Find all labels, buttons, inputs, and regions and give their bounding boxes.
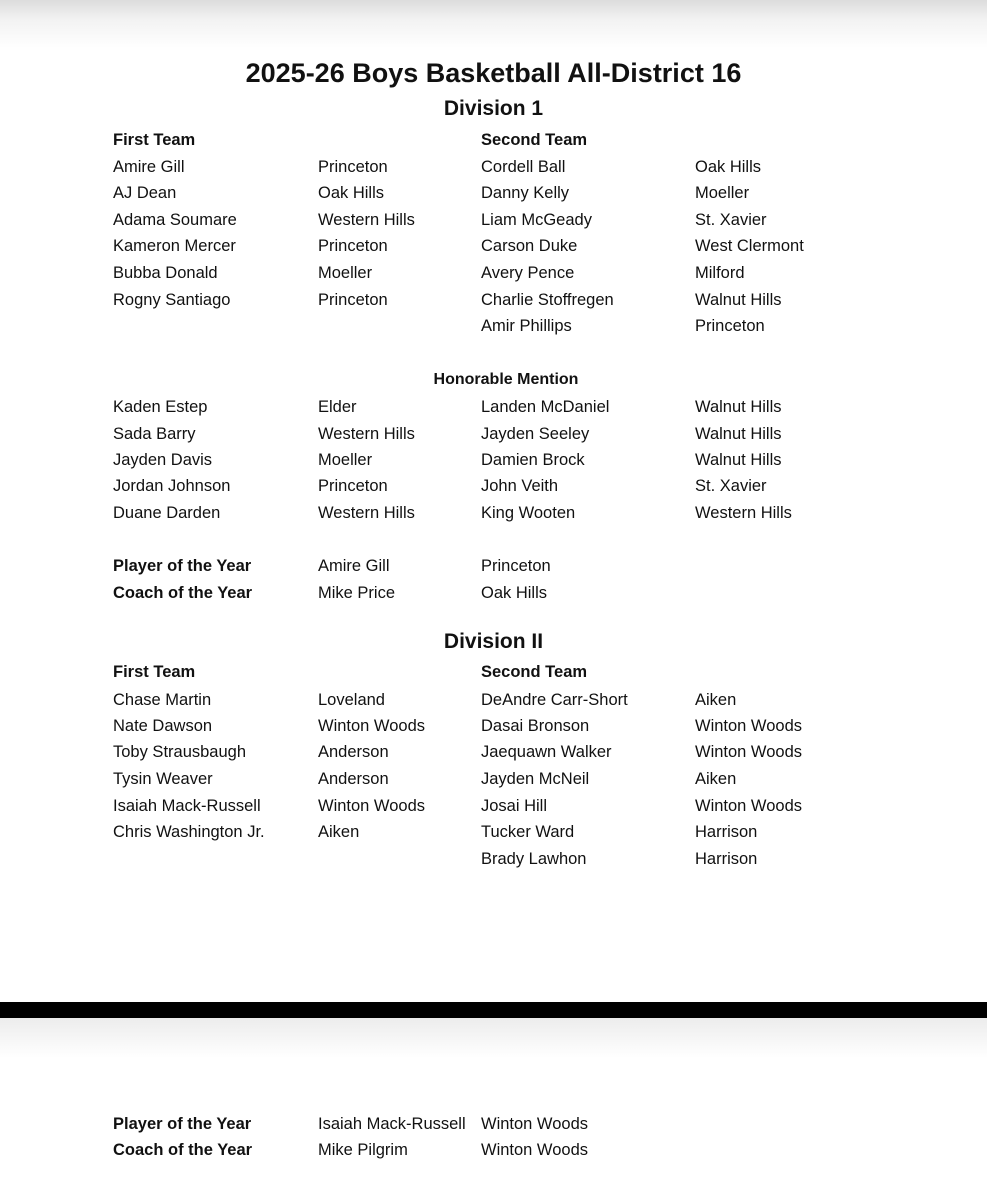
player-school: Winton Woods (318, 717, 425, 735)
player-school: Oak Hills (695, 158, 762, 176)
player-school: Winton Woods (318, 797, 425, 815)
page-top-shadow (0, 0, 987, 48)
div1-second-team-label: Second Team (481, 131, 588, 149)
division-2-heading: Division II (443, 630, 544, 653)
player-school: Walnut Hills (695, 398, 782, 416)
player-name: John Veith (481, 477, 559, 495)
award-label: Player of the Year (113, 1115, 252, 1133)
player-school: Winton Woods (695, 743, 802, 761)
player-school: Western Hills (695, 504, 792, 522)
player-name: Brady Lawhon (481, 850, 587, 868)
award-name: Mike Pilgrim (318, 1141, 408, 1159)
player-school: West Clermont (695, 237, 804, 255)
award-name: Isaiah Mack-Russell (318, 1115, 466, 1133)
player-name: Bubba Donald (113, 264, 218, 282)
player-school: Harrison (695, 823, 758, 841)
player-school: Winton Woods (695, 797, 802, 815)
player-school: Anderson (318, 770, 389, 788)
player-name: Amir Phillips (481, 317, 572, 335)
player-school: Moeller (318, 264, 373, 282)
player-school: Aiken (318, 823, 360, 841)
player-school: Aiken (695, 691, 737, 709)
player-school: Elder (318, 398, 357, 416)
player-name: Jayden Davis (113, 451, 213, 469)
player-name: Dasai Bronson (481, 717, 590, 735)
player-name: Isaiah Mack-Russell (113, 797, 261, 815)
player-name: Toby Strausbaugh (113, 743, 247, 761)
player-school: Winton Woods (695, 717, 802, 735)
player-name: Amire Gill (113, 158, 185, 176)
player-name: Chase Martin (113, 691, 212, 709)
division-1-heading: Division 1 (443, 97, 544, 120)
player-name: Jordan Johnson (113, 477, 231, 495)
player-name: Danny Kelly (481, 184, 570, 202)
player-school: Aiken (695, 770, 737, 788)
player-name: Kaden Estep (113, 398, 208, 416)
award-school: Winton Woods (481, 1115, 588, 1133)
honorable-mention-label: Honorable Mention (433, 371, 579, 388)
div2-first-team-label: First Team (113, 663, 196, 681)
player-school: Princeton (318, 158, 388, 176)
page-break-shadow (0, 1018, 987, 1058)
player-name: Rogny Santiago (113, 291, 231, 309)
award-label: Player of the Year (113, 557, 252, 575)
player-name: Avery Pence (481, 264, 575, 282)
player-school: Loveland (318, 691, 385, 709)
player-name: Jayden McNeil (481, 770, 590, 788)
player-name: Carson Duke (481, 237, 578, 255)
player-name: Tucker Ward (481, 823, 575, 841)
player-school: Oak Hills (318, 184, 385, 202)
player-name: Cordell Ball (481, 158, 566, 176)
award-name: Amire Gill (318, 557, 390, 575)
page-title: 2025-26 Boys Basketball All-District 16 (245, 58, 742, 88)
player-school: Moeller (695, 184, 750, 202)
player-name: Jayden Seeley (481, 425, 590, 443)
player-name: Adama Soumare (113, 211, 237, 229)
player-name: Kameron Mercer (113, 237, 236, 255)
player-name: Tysin Weaver (113, 770, 213, 788)
award-label: Coach of the Year (113, 584, 253, 602)
award-name: Mike Price (318, 584, 396, 602)
player-name: DeAndre Carr-Short (481, 691, 628, 709)
player-name: Josai Hill (481, 797, 548, 815)
player-name: Landen McDaniel (481, 398, 610, 416)
player-school: Western Hills (318, 425, 415, 443)
award-school: Oak Hills (481, 584, 548, 602)
player-name: Duane Darden (113, 504, 221, 522)
player-name: Sada Barry (113, 425, 196, 443)
player-school: Walnut Hills (695, 425, 782, 443)
player-school: St. Xavier (695, 477, 767, 495)
award-label: Coach of the Year (113, 1141, 253, 1159)
player-school: Anderson (318, 743, 389, 761)
player-name: King Wooten (481, 504, 576, 522)
player-school: Princeton (695, 317, 765, 335)
award-school: Winton Woods (481, 1141, 588, 1159)
player-school: Milford (695, 264, 745, 282)
player-school: Walnut Hills (695, 291, 782, 309)
award-school: Princeton (481, 557, 551, 575)
player-name: Liam McGeady (481, 211, 592, 229)
player-school: Princeton (318, 237, 388, 255)
div1-first-team-label: First Team (113, 131, 196, 149)
player-school: Walnut Hills (695, 451, 782, 469)
player-school: Princeton (318, 291, 388, 309)
player-school: Moeller (318, 451, 373, 469)
player-name: Jaequawn Walker (481, 743, 612, 761)
div2-second-team-label: Second Team (481, 663, 588, 681)
player-school: Western Hills (318, 211, 415, 229)
player-school: Princeton (318, 477, 388, 495)
player-school: Western Hills (318, 504, 415, 522)
player-school: St. Xavier (695, 211, 767, 229)
player-school: Harrison (695, 850, 758, 868)
player-name: Damien Brock (481, 451, 585, 469)
page-break-bar (0, 1002, 987, 1018)
player-name: AJ Dean (113, 184, 177, 202)
player-name: Charlie Stoffregen (481, 291, 614, 309)
player-name: Nate Dawson (113, 717, 213, 735)
player-name: Chris Washington Jr. (113, 823, 265, 841)
